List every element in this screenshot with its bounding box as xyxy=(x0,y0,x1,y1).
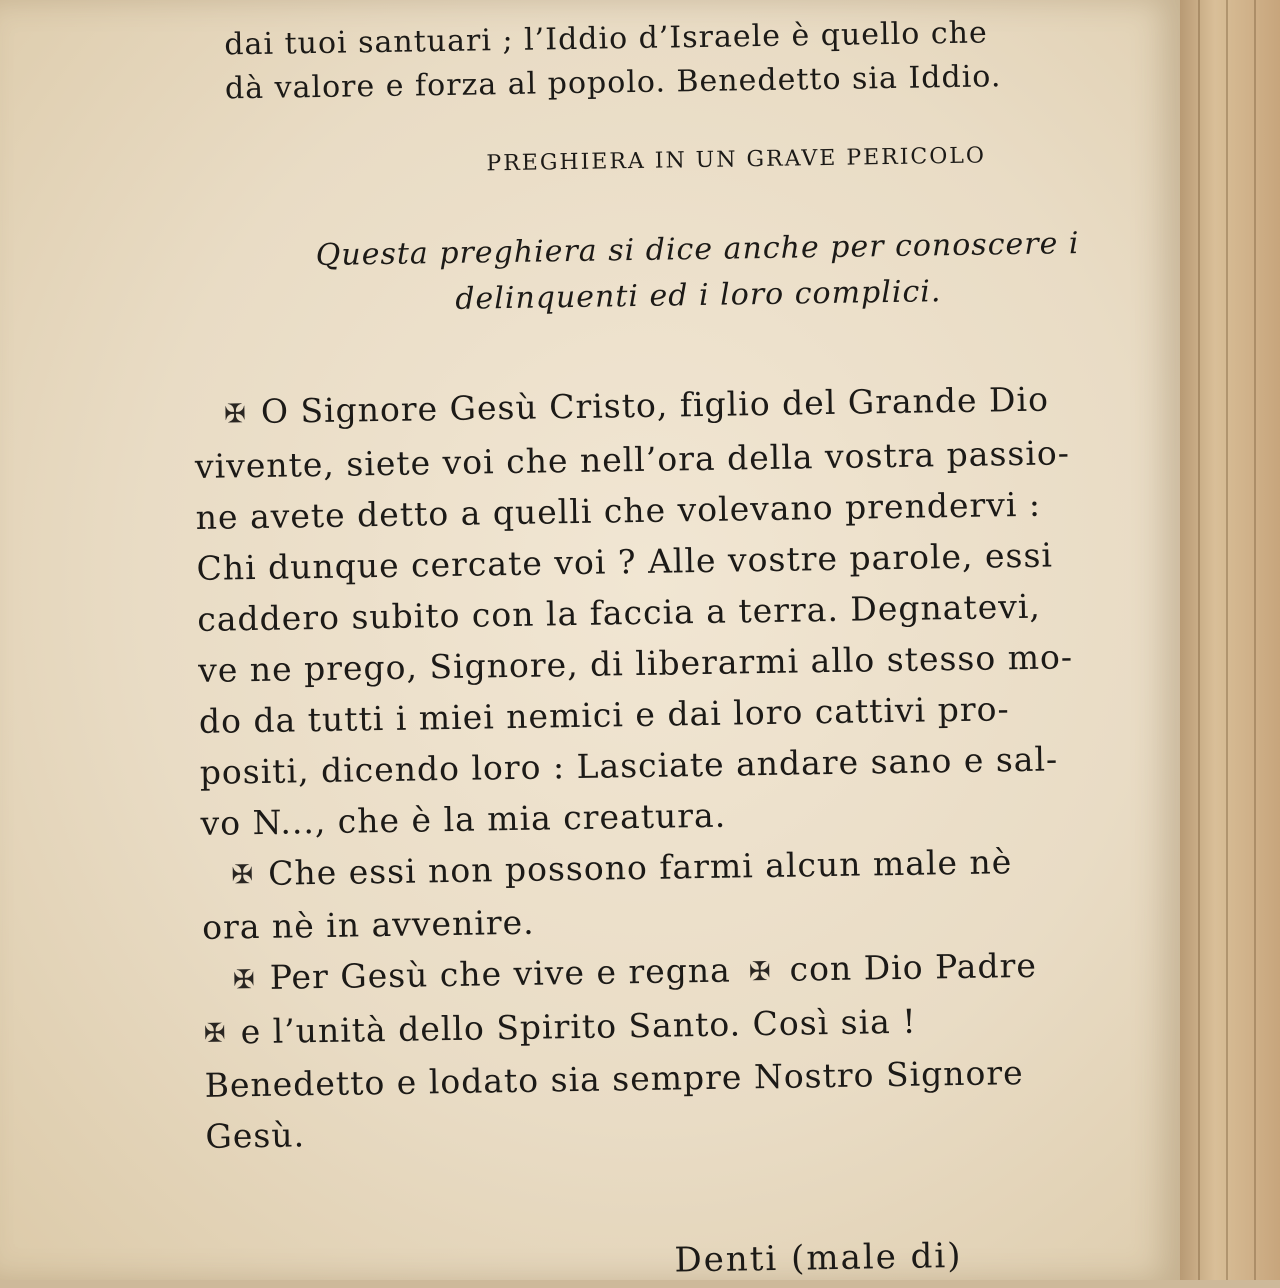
cross-icon: ✠ xyxy=(203,1018,227,1049)
cross-icon: ✠ xyxy=(231,860,255,891)
edge-line xyxy=(1198,0,1200,1280)
prayer-line: ve ne prego, Signore, di liberarmi allo stesso mo- xyxy=(197,636,1074,690)
prayer-line: caddero subito con la faccia a terra. Degnatevi, xyxy=(197,586,1042,639)
top-line-2: dà valore e forza al popolo. Benedetto sia Iddio. xyxy=(224,59,1002,107)
top-line-1: dai tuoi santuari ; l’Iddio d’Israele è quello che xyxy=(224,15,988,63)
prayer-line: vo N..., che è la mia creatura. xyxy=(200,795,727,843)
prayer-line: ora nè in avvenire. xyxy=(201,902,535,947)
note-line-1: Questa preghiera si dice anche per conoscere i xyxy=(315,226,1080,274)
prayer-line: do da tutti i miei nemici e dai loro cattivi pro- xyxy=(198,688,1010,741)
prayer-line-text: Che essi non possono farmi alcun male nè xyxy=(267,841,1013,893)
prayer-line: positi, dicendo loro : Lasciate andare sano e sal- xyxy=(199,738,1059,792)
prayer-line-text: O Signore Gesù Cristo, figlio del Grande Dio xyxy=(260,379,1050,431)
prayer-line: vivente, siete voi che nell’ora della vostra passio- xyxy=(194,432,1071,486)
edge-line xyxy=(1254,0,1256,1280)
edge-line xyxy=(1226,0,1228,1280)
prayer-line: Gesù. xyxy=(205,1115,306,1156)
page-content xyxy=(188,9,1180,1288)
prayer-line-text: Per Gesù che vive e regna xyxy=(269,950,732,997)
next-section-heading: Denti (male di) xyxy=(674,1235,963,1281)
note-line-2: delinquenti ed i loro complici. xyxy=(455,274,942,317)
cross-icon: ✠ xyxy=(748,956,772,987)
prayer-line: Chi dunque cercate voi ? Alle vostre parole, essi xyxy=(196,534,1054,588)
prayer-line-text: con Dio Padre xyxy=(789,945,1038,989)
book-page-edge xyxy=(1180,0,1280,1280)
prayer-line: ne avete detto a quelli che volevano prendervi : xyxy=(195,484,1042,537)
prayer-text xyxy=(194,372,1178,1162)
cross-icon: ✠ xyxy=(223,398,248,429)
section-heading: PREGHIERA IN UN GRAVE PERICOLO xyxy=(486,143,987,177)
prayer-line-text: e l’unità dello Spirito Santo. Così sia ! xyxy=(240,1001,917,1051)
prayer-line: Benedetto e lodato sia sempre Nostro Signore xyxy=(204,1053,1024,1105)
cross-icon: ✠ xyxy=(232,964,257,995)
